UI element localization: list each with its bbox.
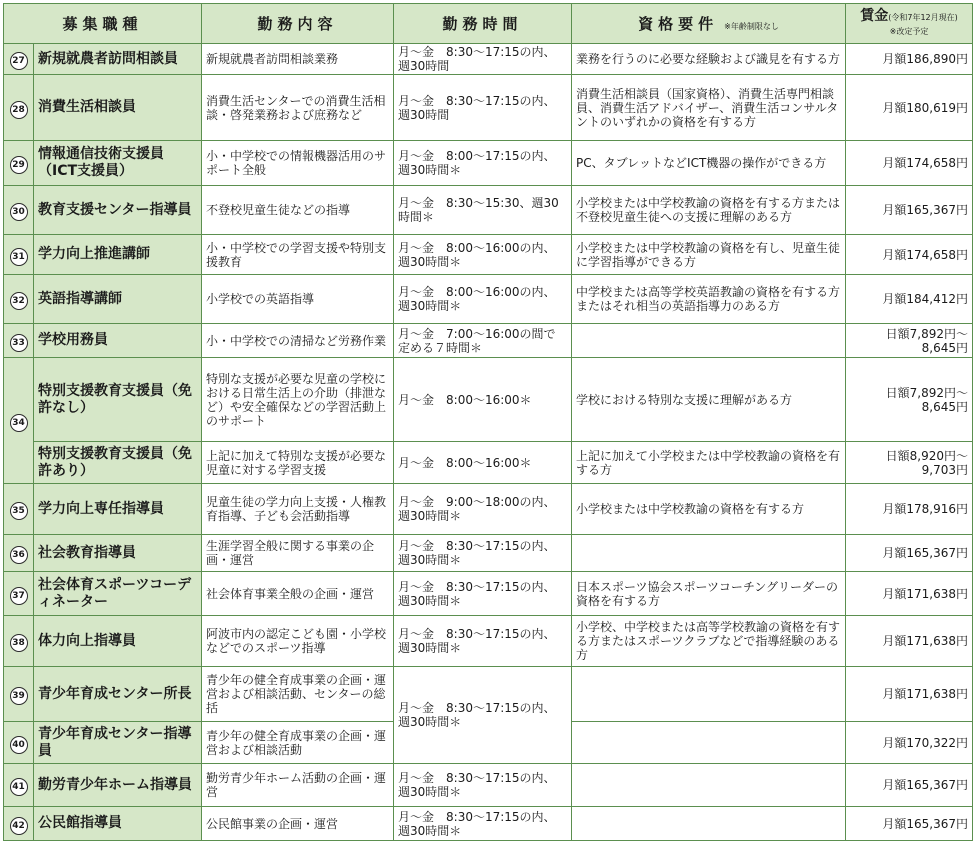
row-number-badge: 29 xyxy=(10,156,28,174)
job-title: 消費生活相談員 xyxy=(34,75,202,141)
job-hours: 月～金 8:00～16:00の内、週30時間＊ xyxy=(394,235,572,275)
job-title: 学校用務員 xyxy=(34,324,202,358)
table-row xyxy=(4,442,973,484)
job-duty: 不登校児童生徒などの指導 xyxy=(202,186,394,235)
table-row xyxy=(4,807,973,841)
table-row xyxy=(4,186,973,235)
job-title: 学力向上推進講師 xyxy=(34,235,202,275)
table-row xyxy=(4,275,973,324)
job-qualification: 小学校または中学校教諭の資格を有する方 xyxy=(572,484,846,535)
job-wage: 月額165,367円 xyxy=(846,186,973,235)
table-row xyxy=(4,535,973,572)
job-wage: 月額171,638円 xyxy=(846,572,973,616)
job-hours: 月～金 8:30～17:15の内、週30時間＊ xyxy=(394,535,572,572)
row-number-badge: 32 xyxy=(10,292,28,310)
row-number-badge: 27 xyxy=(10,52,28,70)
job-title: 教育支援センター指導員 xyxy=(34,186,202,235)
row-number-badge: 30 xyxy=(10,203,28,221)
job-hours: 月～金 8:30～17:15の内、週30時間＊ xyxy=(394,667,572,764)
job-title: 特別支援教育支援員（免許あり） xyxy=(34,442,202,484)
job-duty: 小・中学校での清掃など労務作業 xyxy=(202,324,394,358)
job-qualification: 上記に加えて小学校または中学校教諭の資格を有する方 xyxy=(572,442,846,484)
job-duty: 生涯学習全般に関する事業の企画・運営 xyxy=(202,535,394,572)
job-duty: 新規就農者訪問相談業務 xyxy=(202,44,394,75)
job-duty: 小・中学校での情報機器活用のサポート全般 xyxy=(202,141,394,186)
job-wage: 月額171,638円 xyxy=(846,616,973,667)
header-hours: 勤務時間 xyxy=(394,4,572,44)
job-hours: 月～金 8:30～17:15の内、週30時間＊ xyxy=(394,616,572,667)
job-qualification: 消費生活相談員（国家資格）、消費生活専門相談員、消費生活アドバイザー、消費生活コンサルタントのいずれかの資格を有する方 xyxy=(572,75,846,141)
job-title: 英語指導講師 xyxy=(34,275,202,324)
row-number-badge: 31 xyxy=(10,248,28,266)
job-duty: 小学校での英語指導 xyxy=(202,275,394,324)
job-wage: 月額165,367円 xyxy=(846,764,973,807)
job-title: 青少年育成センター所長 xyxy=(34,667,202,722)
job-title: 特別支援教育支援員（免許なし） xyxy=(34,358,202,442)
row-number-badge: 33 xyxy=(10,334,28,352)
job-wage: 月額174,658円 xyxy=(846,235,973,275)
job-duty: 勤労青少年ホーム活動の企画・運営 xyxy=(202,764,394,807)
table-row xyxy=(4,484,973,535)
job-hours: 月～金 9:00～18:00の内、週30時間＊ xyxy=(394,484,572,535)
job-title: 情報通信技術支援員（ICT支援員） xyxy=(34,141,202,186)
job-duty: 公民館事業の企画・運営 xyxy=(202,807,394,841)
job-hours: 月～金 8:00～16:00＊ xyxy=(394,358,572,442)
row-number xyxy=(4,75,34,141)
job-qualification: 中学校または高等学校英語教諭の資格を有する方またはそれ相当の英語指導力のある方 xyxy=(572,275,846,324)
job-qualification: 小学校または中学校教諭の資格を有する方または不登校児童生徒への支援に理解のある方 xyxy=(572,186,846,235)
job-title: 学力向上専任指導員 xyxy=(34,484,202,535)
job-hours: 月～金 8:00～17:15の内、週30時間＊ xyxy=(394,141,572,186)
job-title: 勤労青少年ホーム指導員 xyxy=(34,764,202,807)
job-title: 社会体育スポーツコーディネーター xyxy=(34,572,202,616)
job-duty: 児童生徒の学力向上支援・人権教育指導、子ども会活動指導 xyxy=(202,484,394,535)
row-number xyxy=(4,572,34,616)
row-number xyxy=(4,186,34,235)
job-wage: 月額165,367円 xyxy=(846,535,973,572)
row-number-badge: 34 xyxy=(10,414,28,432)
job-wage: 月額178,916円 xyxy=(846,484,973,535)
job-qualification: 業務を行うのに必要な経験および識見を有する方 xyxy=(572,44,846,75)
job-qualification: PC、タブレットなどICT機器の操作ができる方 xyxy=(572,141,846,186)
table-header-row xyxy=(4,4,973,44)
recruitment-table xyxy=(3,3,973,841)
job-wage: 月額180,619円 xyxy=(846,75,973,141)
job-duty: 消費生活センターでの消費生活相談・啓発業務および庶務など xyxy=(202,75,394,141)
row-number xyxy=(4,358,34,484)
row-number-badge: 36 xyxy=(10,546,28,564)
job-hours: 月～金 8:30～17:15の内、週30時間＊ xyxy=(394,764,572,807)
job-qualification xyxy=(572,764,846,807)
job-hours: 月～金 8:30～15:30、週30時間＊ xyxy=(394,186,572,235)
job-qualification: 小学校、中学校または高等学校教諭の資格を有する方またはスポーツクラブなどで指導経験のある方 xyxy=(572,616,846,667)
job-qualification xyxy=(572,722,846,764)
row-number-badge: 38 xyxy=(10,634,28,652)
job-title: 公民館指導員 xyxy=(34,807,202,841)
job-wage: 月額184,412円 xyxy=(846,275,973,324)
table-row xyxy=(4,572,973,616)
table-row xyxy=(4,667,973,722)
job-hours: 月～金 8:30～17:15の内、週30時間＊ xyxy=(394,572,572,616)
job-qualification xyxy=(572,667,846,722)
row-number-badge: 37 xyxy=(10,587,28,605)
table-row xyxy=(4,324,973,358)
row-number xyxy=(4,764,34,807)
row-number-badge: 28 xyxy=(10,101,28,119)
row-number xyxy=(4,275,34,324)
job-hours: 月～金 8:00～16:00の内、週30時間＊ xyxy=(394,275,572,324)
row-number xyxy=(4,235,34,275)
job-duty: 特別な支援が必要な児童の学校における日常生活上の介助（排泄など）や安全確保などの学習活動上のサポート xyxy=(202,358,394,442)
job-qualification xyxy=(572,324,846,358)
job-duty: 青少年の健全育成事業の企画・運営および相談活動 xyxy=(202,722,394,764)
row-number xyxy=(4,807,34,841)
job-wage: 月額174,658円 xyxy=(846,141,973,186)
row-number xyxy=(4,484,34,535)
job-wage: 日額7,892円～ 8,645円 xyxy=(846,358,973,442)
job-duty: 青少年の健全育成事業の企画・運営および相談活動、センターの総括 xyxy=(202,667,394,722)
job-qualification: 学校における特別な支援に理解がある方 xyxy=(572,358,846,442)
row-number xyxy=(4,141,34,186)
header-job-type: 募集職種 xyxy=(4,4,202,44)
table-row xyxy=(4,44,973,75)
job-duty: 上記に加えて特別な支援が必要な児童に対する学習支援 xyxy=(202,442,394,484)
header-wage-note-revision: ※改定予定 xyxy=(889,26,929,36)
row-number xyxy=(4,324,34,358)
header-wage-label: 賃金 xyxy=(860,7,889,24)
row-number-badge: 41 xyxy=(10,778,28,796)
row-number xyxy=(4,44,34,75)
row-number-badge: 40 xyxy=(10,736,28,754)
job-duty: 社会体育事業全般の企画・運営 xyxy=(202,572,394,616)
header-qualification-note: ※年齢制限なし xyxy=(724,22,779,31)
row-number xyxy=(4,616,34,667)
table-row xyxy=(4,358,973,442)
job-qualification xyxy=(572,535,846,572)
job-hours: 月～金 8:00～16:00＊ xyxy=(394,442,572,484)
job-wage: 月額170,322円 xyxy=(846,722,973,764)
table-row xyxy=(4,764,973,807)
table-row xyxy=(4,75,973,141)
job-title: 新規就農者訪問相談員 xyxy=(34,44,202,75)
row-number xyxy=(4,667,34,722)
header-duty: 勤務内容 xyxy=(202,4,394,44)
job-qualification: 小学校または中学校教諭の資格を有し、児童生徒に学習指導ができる方 xyxy=(572,235,846,275)
job-title: 体力向上指導員 xyxy=(34,616,202,667)
row-number xyxy=(4,722,34,764)
job-duty: 阿波市内の認定こども園・小学校などでのスポーツ指導 xyxy=(202,616,394,667)
job-hours: 月～金 7:00～16:00の間で定める７時間＊ xyxy=(394,324,572,358)
table-row xyxy=(4,141,973,186)
job-wage: 日額8,920円～ 9,703円 xyxy=(846,442,973,484)
header-qualification xyxy=(572,4,846,44)
job-hours: 月～金 8:30～17:15の内、週30時間＊ xyxy=(394,807,572,841)
job-title: 青少年育成センター指導員 xyxy=(34,722,202,764)
job-wage: 月額171,638円 xyxy=(846,667,973,722)
job-wage: 日額7,892円～ 8,645円 xyxy=(846,324,973,358)
row-number-badge: 39 xyxy=(10,687,28,705)
job-wage: 月額186,890円 xyxy=(846,44,973,75)
header-wage-note-date: (令和7年12月現在) xyxy=(888,12,958,22)
row-number xyxy=(4,535,34,572)
job-title: 社会教育指導員 xyxy=(34,535,202,572)
job-qualification: 日本スポーツ協会スポーツコーチングリーダーの資格を有する方 xyxy=(572,572,846,616)
table-row xyxy=(4,235,973,275)
job-duty: 小・中学校での学習支援や特別支援教育 xyxy=(202,235,394,275)
job-hours: 月～金 8:30～17:15の内、週30時間 xyxy=(394,75,572,141)
row-number-badge: 42 xyxy=(10,817,28,835)
job-wage: 月額165,367円 xyxy=(846,807,973,841)
row-number-badge: 35 xyxy=(10,502,28,520)
header-wage xyxy=(846,4,973,44)
header-qualification-label: 資格要件 xyxy=(638,15,719,33)
job-qualification xyxy=(572,807,846,841)
job-hours: 月～金 8:30～17:15の内、週30時間 xyxy=(394,44,572,75)
table-row xyxy=(4,616,973,667)
